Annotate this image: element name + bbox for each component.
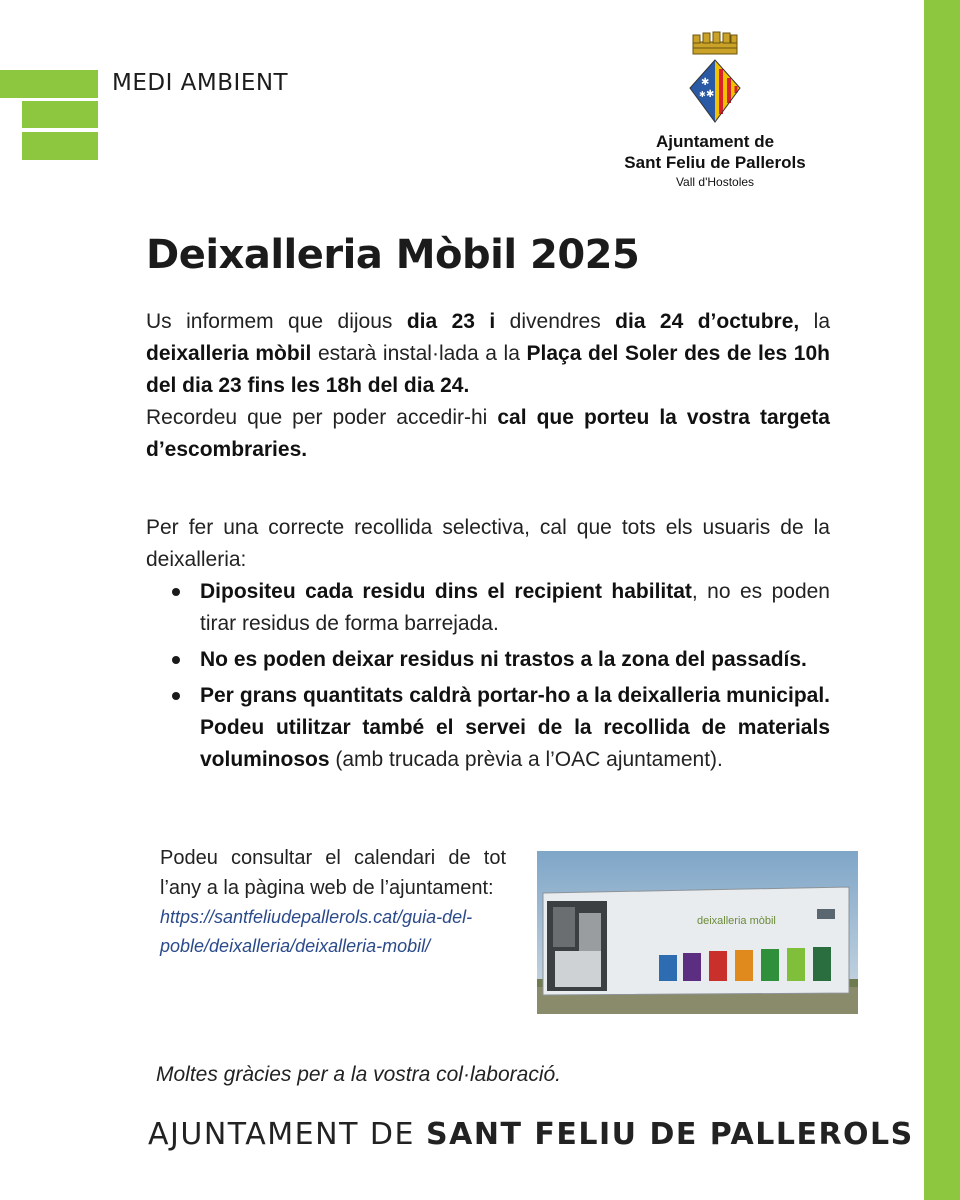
section-label: MEDI AMBIENT — [112, 70, 289, 96]
reminder-text: Recordeu que per poder accedir-hi — [146, 406, 498, 429]
selective-intro: Per fer una correcte recollida selectiva, cal que tots els usuaris de la deixalleria: — [146, 516, 830, 571]
decorative-green-block-2 — [22, 132, 98, 160]
right-green-band — [924, 0, 960, 1200]
thanks-message: Moltes gràcies per a la vostra col·laboració. — [156, 1063, 562, 1086]
rule-2-bold: No es poden deixar residus ni trastos a la zona del passadís. — [200, 648, 807, 671]
decorative-green-block-1 — [22, 101, 98, 128]
rule-1-text: , no es poden tirar residus de forma barrejada. — [200, 580, 830, 635]
decorative-green-bar — [0, 70, 98, 98]
intro-paragraph — [146, 306, 830, 402]
intro-text-1: Us informem que dijous — [146, 310, 407, 333]
rules-list — [146, 576, 830, 776]
rule-1-bold: Dipositeu cada residu dins el recipient habilitat — [200, 580, 692, 603]
calendar-link[interactable]: https://santfeliudepallerols.cat/guia-del-poble/deixalleria/deixalleria-mobil/ — [160, 907, 473, 956]
footer-bold: SANT FELIU DE PALLEROLS — [426, 1117, 914, 1152]
intro-bold-4: Plaça del Soler des de les 10h del dia 23 fins les 18h del dia 24. — [146, 342, 830, 397]
logo-line-2: Sant Feliu de Pallerols — [624, 153, 806, 172]
intro-bold-3: deixalleria mòbil — [146, 342, 312, 365]
consult-block — [160, 843, 506, 961]
unit-sign: deixalleria mòbil — [697, 915, 776, 927]
rule-3-text: (amb trucada prèvia a l’OAC ajuntament). — [329, 748, 723, 771]
logo-line-3: Vall d'Hostoles — [675, 175, 755, 189]
town-hall-logo — [600, 30, 830, 189]
intro-text-4: estarà instal·lada a la — [311, 342, 527, 365]
intro-bold-2: dia 24 d’octubre, — [615, 310, 800, 333]
list-item — [200, 576, 830, 640]
svg-text:✱: ✱ — [701, 77, 710, 88]
list-item — [200, 680, 830, 776]
mobile-recycling-unit-photo — [537, 851, 858, 1014]
intro-bold-1: dia 23 i — [406, 310, 496, 333]
coat-of-arms-icon — [684, 30, 746, 124]
intro-text-3: la — [799, 310, 831, 333]
intro-text-2: divendres — [495, 310, 616, 333]
footer-light: AJUNTAMENT DE — [148, 1117, 427, 1152]
logo-line-1: Ajuntament de — [655, 132, 775, 151]
consult-text: Podeu consultar el calendari de tot l’any a la pàgina web de l’ajuntament: — [160, 847, 506, 899]
list-item — [200, 644, 830, 676]
svg-text:✱: ✱ — [699, 90, 706, 99]
card-reminder — [146, 402, 830, 466]
footer-signature — [148, 1117, 914, 1152]
svg-text:✱: ✱ — [706, 89, 715, 100]
page-title: Deixalleria Mòbil 2025 — [146, 232, 640, 278]
reminder-bold: cal que porteu la vostra targeta d’escombraries. — [146, 406, 830, 461]
main-content — [146, 306, 830, 780]
rule-3-bold: Per grans quantitats caldrà portar-ho a la deixalleria municipal. Podeu utilitzar també el servei de la recollida de materials voluminosos — [200, 684, 830, 771]
